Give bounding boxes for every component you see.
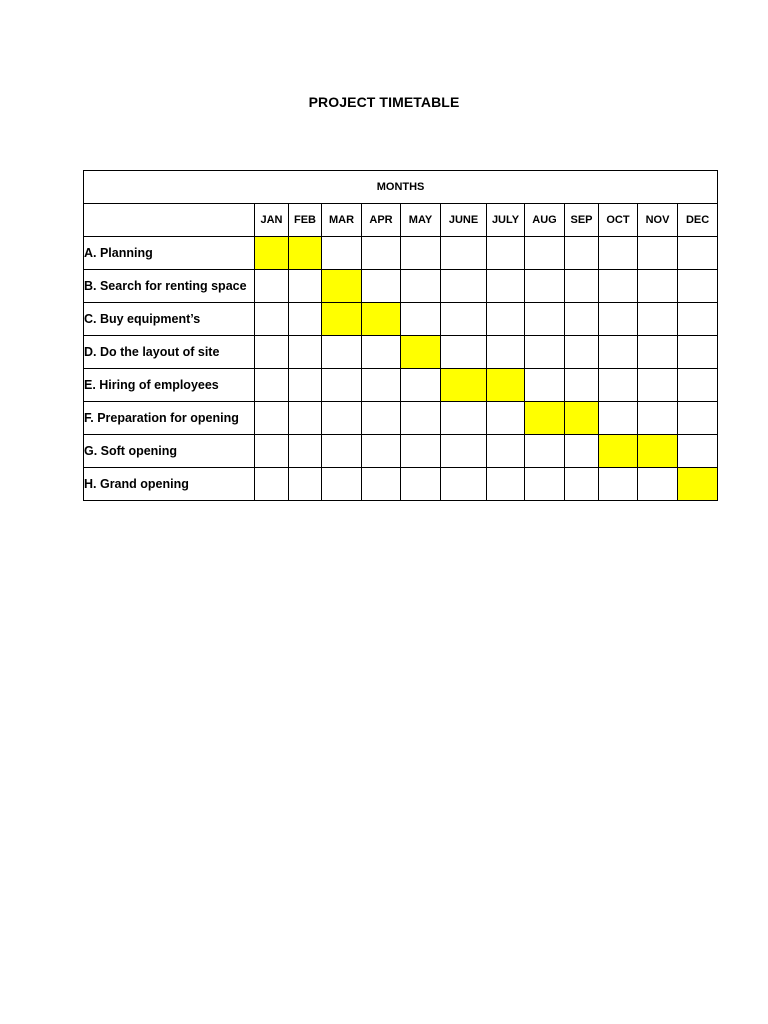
schedule-cell [487, 435, 525, 468]
schedule-cell [599, 303, 638, 336]
schedule-cell [599, 369, 638, 402]
schedule-cell [362, 270, 401, 303]
schedule-cell [565, 270, 599, 303]
month-header-mar: MAR [322, 204, 362, 237]
schedule-cell-active [441, 369, 487, 402]
schedule-cell [441, 270, 487, 303]
schedule-cell [599, 270, 638, 303]
table-row [84, 369, 718, 402]
month-header-feb: FEB [289, 204, 322, 237]
schedule-cell [487, 270, 525, 303]
table-row [84, 303, 718, 336]
schedule-cell [441, 303, 487, 336]
schedule-cell [401, 237, 441, 270]
schedule-cell [255, 435, 289, 468]
schedule-cell [362, 336, 401, 369]
schedule-cell [255, 402, 289, 435]
months-header-row [84, 171, 718, 204]
schedule-cell [401, 435, 441, 468]
schedule-cell [401, 468, 441, 501]
schedule-cell [678, 237, 718, 270]
project-timetable [83, 170, 718, 501]
schedule-cell [565, 468, 599, 501]
table-row [84, 237, 718, 270]
schedule-cell [487, 303, 525, 336]
schedule-cell [599, 336, 638, 369]
schedule-cell [565, 369, 599, 402]
task-label: D. Do the layout of site [84, 336, 255, 369]
schedule-cell [678, 303, 718, 336]
schedule-cell [322, 369, 362, 402]
schedule-cell [525, 369, 565, 402]
schedule-cell [289, 468, 322, 501]
schedule-cell [441, 435, 487, 468]
month-header-aug: AUG [525, 204, 565, 237]
schedule-cell-active [678, 468, 718, 501]
schedule-cell-active [565, 402, 599, 435]
schedule-cell-active [487, 369, 525, 402]
schedule-cell [638, 270, 678, 303]
month-header-dec: DEC [678, 204, 718, 237]
schedule-cell [638, 336, 678, 369]
schedule-cell-active [255, 237, 289, 270]
schedule-cell [255, 468, 289, 501]
schedule-cell [565, 303, 599, 336]
schedule-cell [255, 369, 289, 402]
schedule-cell [362, 402, 401, 435]
schedule-cell [678, 435, 718, 468]
task-label: F. Preparation for opening [84, 402, 255, 435]
schedule-cell [638, 468, 678, 501]
schedule-cell [289, 402, 322, 435]
schedule-cell [322, 468, 362, 501]
schedule-cell [525, 468, 565, 501]
table-row [84, 468, 718, 501]
schedule-cell [289, 369, 322, 402]
table-row [84, 402, 718, 435]
schedule-cell [255, 336, 289, 369]
schedule-cell [599, 468, 638, 501]
schedule-cell-active [525, 402, 565, 435]
schedule-cell [638, 402, 678, 435]
schedule-cell [599, 402, 638, 435]
task-label: A. Planning [84, 237, 255, 270]
schedule-cell [441, 336, 487, 369]
schedule-cell [565, 336, 599, 369]
schedule-cell-active [322, 303, 362, 336]
task-label: E. Hiring of employees [84, 369, 255, 402]
schedule-cell [565, 237, 599, 270]
schedule-cell-active [362, 303, 401, 336]
month-header-june: JUNE [441, 204, 487, 237]
schedule-cell [525, 435, 565, 468]
schedule-cell [289, 270, 322, 303]
task-label: G. Soft opening [84, 435, 255, 468]
schedule-cell [525, 270, 565, 303]
table-row [84, 270, 718, 303]
month-header-sep: SEP [565, 204, 599, 237]
schedule-cell [487, 237, 525, 270]
schedule-cell [322, 402, 362, 435]
schedule-cell [678, 336, 718, 369]
month-header-july: JULY [487, 204, 525, 237]
schedule-cell [678, 270, 718, 303]
schedule-cell [441, 402, 487, 435]
schedule-cell [678, 369, 718, 402]
schedule-cell-active [599, 435, 638, 468]
schedule-cell [599, 237, 638, 270]
schedule-cell-active [401, 336, 441, 369]
schedule-cell [441, 237, 487, 270]
schedule-cell [401, 369, 441, 402]
month-header-nov: NOV [638, 204, 678, 237]
task-rows [84, 237, 718, 501]
schedule-cell-active [322, 270, 362, 303]
schedule-cell [362, 369, 401, 402]
schedule-cell-active [638, 435, 678, 468]
month-header-apr: APR [362, 204, 401, 237]
schedule-cell [565, 435, 599, 468]
schedule-cell [255, 270, 289, 303]
schedule-cell [487, 402, 525, 435]
task-label: H. Grand opening [84, 468, 255, 501]
schedule-cell [525, 336, 565, 369]
page-title: PROJECT TIMETABLE [308, 94, 460, 110]
schedule-cell [401, 402, 441, 435]
schedule-cell [401, 303, 441, 336]
schedule-cell [678, 402, 718, 435]
schedule-cell [322, 336, 362, 369]
schedule-cell [401, 270, 441, 303]
schedule-cell [487, 468, 525, 501]
schedule-cell [441, 468, 487, 501]
month-header-jan: JAN [255, 204, 289, 237]
schedule-cell [289, 435, 322, 468]
schedule-cell [289, 303, 322, 336]
month-header-oct: OCT [599, 204, 638, 237]
task-header-blank [84, 204, 255, 237]
schedule-cell [322, 435, 362, 468]
schedule-cell [362, 468, 401, 501]
month-labels-row [84, 204, 718, 237]
schedule-cell [638, 237, 678, 270]
schedule-cell [487, 336, 525, 369]
schedule-cell [525, 303, 565, 336]
schedule-cell [362, 435, 401, 468]
schedule-cell [322, 237, 362, 270]
task-label: C. Buy equipment’s [84, 303, 255, 336]
schedule-cell [525, 237, 565, 270]
schedule-cell [255, 303, 289, 336]
schedule-cell [638, 303, 678, 336]
table-row [84, 435, 718, 468]
schedule-cell [289, 336, 322, 369]
task-label: B. Search for renting space [84, 270, 255, 303]
schedule-cell [362, 237, 401, 270]
table-row [84, 336, 718, 369]
schedule-cell-active [289, 237, 322, 270]
months-header: MONTHS [84, 171, 718, 204]
month-header-may: MAY [401, 204, 441, 237]
schedule-cell [638, 369, 678, 402]
